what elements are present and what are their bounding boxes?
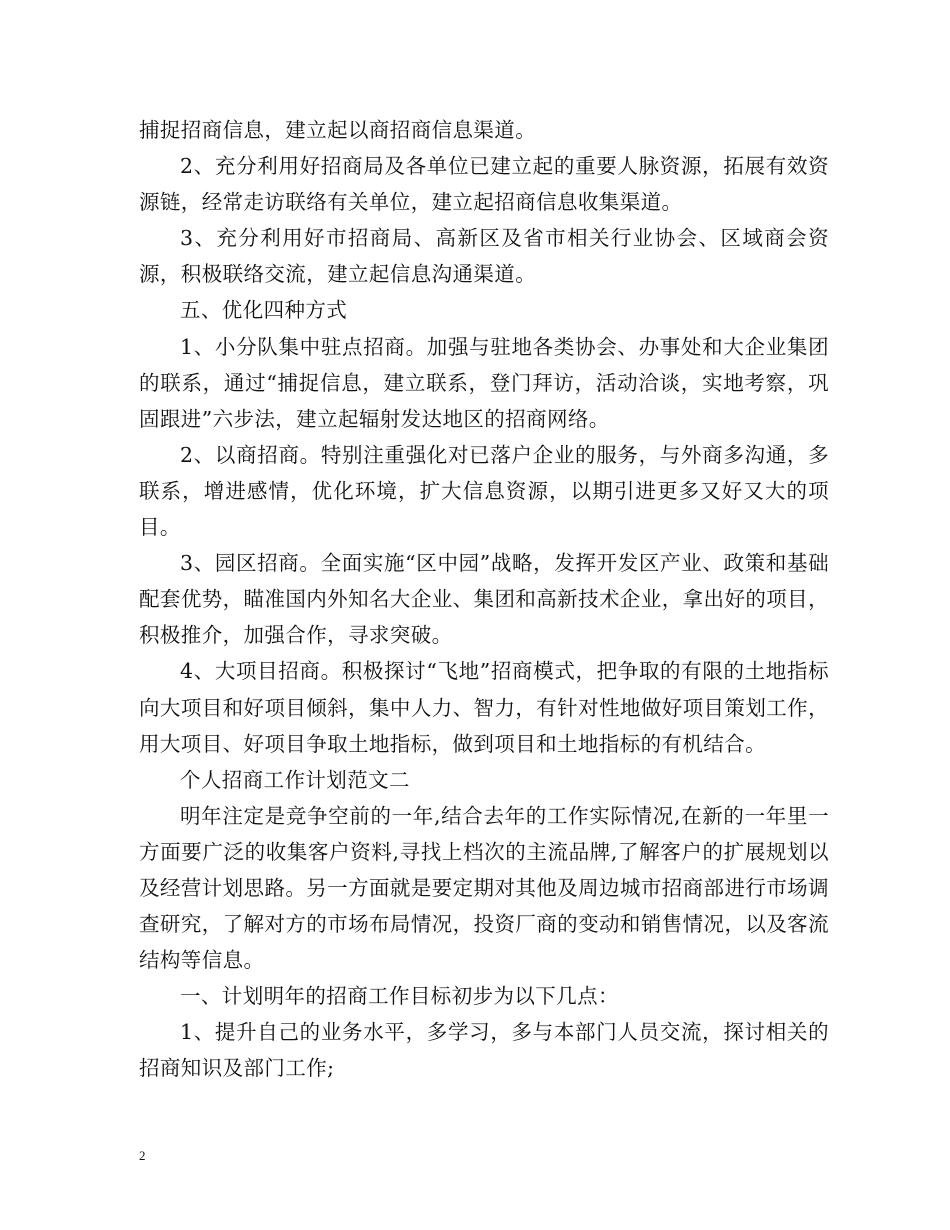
page-number: 2	[139, 1148, 146, 1163]
paragraph-8: 4、大项目招商。积极探讨“飞地”招商模式，把争取的有限的土地指标向大项目和好项目倾斜，集中人力、智力，有针对性地做好项目策划工作，用大项目、好项目争取土地指标，做到项目和土地指标的有机结合。	[139, 659, 829, 756]
paragraph-5: 1、小分队集中驻点招商。加强与驻地各类协会、办事处和大企业集团的联系，通过“捕捉信息，建立联系，登门拜访，活动洽谈，实地考察，巩固跟进”六步法，建立起辐射发达地区的招商网络。	[139, 334, 829, 431]
paragraph-6: 2、以商招商。特别注重强化对已落户企业的服务，与外商多沟通，多联系，增进感情，优化环境，扩大信息资源，以期引进更多又好又大的项目。	[139, 442, 829, 540]
paragraph-2: 2、充分利用好招商局及各单位已建立起的重要人脉资源，拓展有效资源链，经常走访联络有关单位，建立起招商信息收集渠道。	[139, 154, 829, 215]
paragraph-3: 3、充分利用好市招商局、高新区及省市相关行业协会、区域商会资源，积极联络交流，建立起信息沟通渠道。	[139, 226, 829, 287]
paragraph-12: 1、提升自己的业务水平，多学习，多与本部门人员交流，探讨相关的招商知识及部门工作;	[139, 1020, 829, 1081]
section-heading-one: 一、计划明年的招商工作目标初步为以下几点：	[180, 984, 619, 1009]
document-body	[139, 112, 829, 1087]
paragraph-7: 3、园区招商。全面实施“区中园”战略，发挥开发区产业、政策和基础配套优势，瞄准国内外知名大企业、集团和高新技术企业，拿出好的项目，积极推介，加强合作，寻求突破。	[139, 551, 829, 648]
paragraph-1: 捕捉招商信息，建立起以商招商信息渠道。	[139, 118, 537, 142]
section-heading-sample-two: 个人招商工作计划范文二	[180, 767, 410, 792]
section-heading-five: 五、优化四种方式	[180, 298, 348, 323]
paragraph-10: 明年注定是竞争空前的一年,结合去年的工作实际情况,在新的一年里一方面要广泛的收集客户资料,寻找上档次的主流品牌,了解客户的扩展规划以及经营计划思路。另一方面就是要定期对其他及周边城市招商部进行市场调查研究，了解对方的市场布局情况，投资厂商的变动和销售情况，以及客流结构等信息。	[139, 803, 829, 973]
